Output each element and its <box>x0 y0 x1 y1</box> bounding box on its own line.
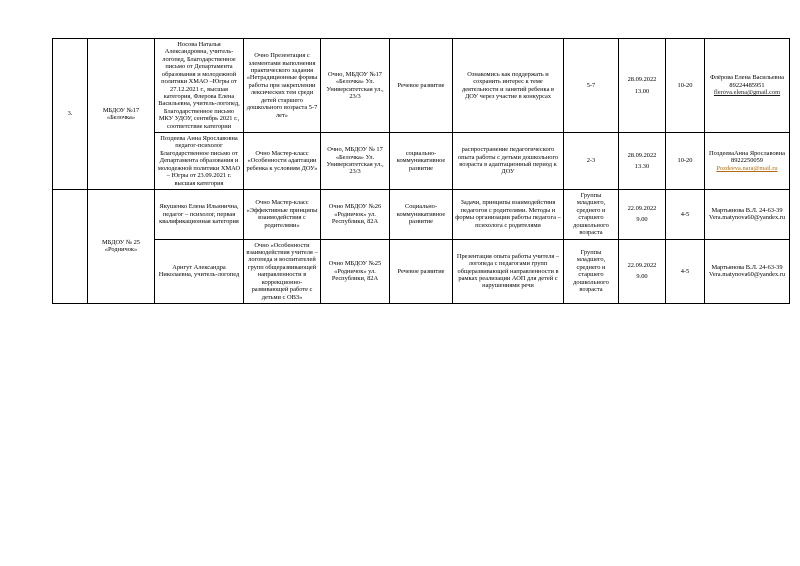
row-contact-email[interactable]: Vera.matynova60@yandex.ru <box>708 214 786 222</box>
row-theme: распространение педагогического опыта работы с детьми дошкольного возраста в адаптационный период к ДОУ <box>453 133 564 190</box>
row-direction: Речевое развитие <box>390 239 453 303</box>
row-person: Поздеева Анна Ярославовна педагог-психолог Благодарственное письмо от Департамента образования и молодежной политики ХМАО – Югры от 23.09.2021 г. высшая категория <box>155 133 244 190</box>
schedule-table <box>52 38 790 304</box>
row-contact-email[interactable]: Vera.matynova60@yandex.ru <box>708 271 786 279</box>
row-time: 4-5 <box>666 239 705 303</box>
row-contact <box>705 39 790 133</box>
row-contact-name: ПоздееваАнна Ярославовна 8922250059 <box>709 149 785 165</box>
row-date <box>619 190 666 240</box>
row-person: Арнгут Александра Николаевна, учитель-логопед <box>155 239 244 303</box>
row-organization: МБДОУ №17 «Белочка» <box>88 39 155 190</box>
row-contact-email[interactable]: Pozdeeva.nara@mail.ru <box>716 164 778 172</box>
row-time: 4-5 <box>666 190 705 240</box>
row-date-value: 28.09.2022 <box>627 76 657 84</box>
row-theme: Задачи, принципы взаимодействия педагогов с родителями. Методы и формы организации работы педагога – психолога с родителями <box>453 190 564 240</box>
row-organization: МБДОУ № 25 «Родничок» <box>88 190 155 304</box>
row-person: Якушенко Елена Ильинична, педагог – психолог, первая квалификационная категория <box>155 190 244 240</box>
row-contact-name: Мартьянова В.Л. 24-63-39 <box>711 263 783 271</box>
row-date <box>619 39 666 133</box>
row-theme: Презентация опыта работы учителя – логопеда с педагогами групп общеразвивающей направленности в рамках реализации АОП для детей с нарушениями речи <box>453 239 564 303</box>
row-date-value: 22.09.2022 <box>627 261 657 269</box>
row-form: Очно Мастер-класс «Особенности адаптации ребенка к условиям ДОУ» <box>244 133 321 190</box>
row-date-time: 13.00 <box>634 87 650 95</box>
row-date-time: 9.00 <box>636 273 648 281</box>
row-place: Очно, МБДОУ №17 «Белочка» Ул. Университетская ул., 23/3 <box>321 39 390 133</box>
row-form: Очно Мастер-класс «Эффективные принципы взаимодействия с родителями» <box>244 190 321 240</box>
row-direction: Социально-коммуникативное развитие <box>390 190 453 240</box>
row-number <box>53 190 88 304</box>
row-time: 10-20 <box>666 133 705 190</box>
row-person: Носова Наталья Александровна, учитель-логопед, Благодарственное письмо от Департамента образования и молодежной политики ХМАО –Югры от 27.12.2021 г., высшая категория, Флерова Елена Васильевна, учитель-логопед, Благодарственное письмо МКУ УДОУ, сентябрь 2021 г., соответствие категории <box>155 39 244 133</box>
row-contact-name: Флёрова Елена Васильевна 89224485951 <box>710 74 784 89</box>
table-row <box>53 133 790 190</box>
row-group: Группы младшего, среднего и старшего дошкольного возраста <box>564 190 619 240</box>
row-group: 5-7 <box>564 39 619 133</box>
row-contact <box>705 190 790 240</box>
row-direction: Речевое развитие <box>390 39 453 133</box>
row-date-value: 22.09.2022 <box>627 204 657 212</box>
row-date-value: 28.09.2022 <box>627 151 657 159</box>
row-form: Очно «Особенности взаимодействия учителя – логопеда и воспитателей групп общеразвивающей направленности в коррекционно-развивающей работе с детьми с ОВЗ» <box>244 239 321 303</box>
row-place: Очно, МБДОУ № 17 «Белочка» Ул. Университетская ул., 23/3 <box>321 133 390 190</box>
row-form: Очно Презентация с элементами выполнения практического задания «Нетрадиционные формы работы при закреплении лексических тем среди детей старшего дошкольного возраста 5-7 лет» <box>244 39 321 133</box>
row-contact-name: Мартьянова В.Л. 24-63-39 <box>711 206 783 214</box>
row-place: Очно МБДОУ №26 «Родничок» ул. Республики, 82А <box>321 190 390 240</box>
row-contact <box>705 239 790 303</box>
row-date <box>619 133 666 190</box>
row-place: Очно МБДОУ №25 «Родничок» ул. Республики, 82А <box>321 239 390 303</box>
row-group: Группы младшего, среднего и старшего дошкольного возраста <box>564 239 619 303</box>
row-time: 10-20 <box>666 39 705 133</box>
row-direction: социально-коммуникативное развитие <box>390 133 453 190</box>
row-contact-email[interactable]: flerova.elena@gmail.com <box>713 89 781 97</box>
row-date-time: 9.00 <box>636 216 648 224</box>
row-number: 3. <box>53 39 88 190</box>
row-theme: Ознакомись как поддержать и сохранить интерес к теме деятельности и занятий ребенка в ДОУ через участие в конкурсах <box>453 39 564 133</box>
row-date-time: 13.30 <box>634 163 650 171</box>
table-row <box>53 239 790 303</box>
row-contact <box>705 133 790 190</box>
table-row <box>53 190 790 240</box>
table-row <box>53 39 790 133</box>
row-date <box>619 239 666 303</box>
row-group: 2-3 <box>564 133 619 190</box>
